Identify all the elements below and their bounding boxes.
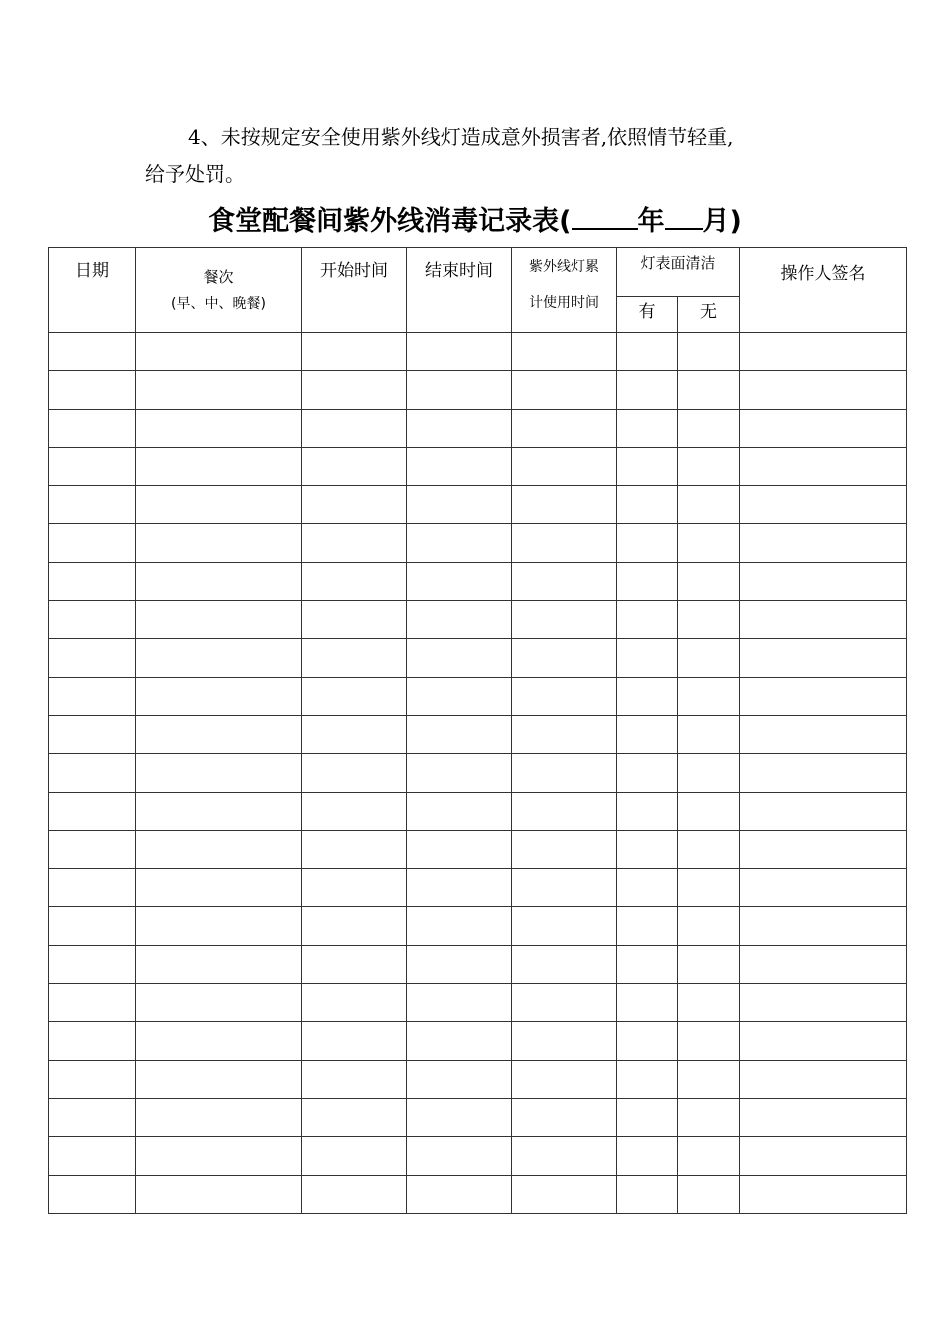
clean-yes-cell[interactable]	[617, 562, 678, 600]
uv-usage-cell[interactable]	[512, 907, 617, 945]
start-time-cell[interactable]	[302, 333, 407, 371]
uv-usage-cell[interactable]	[512, 677, 617, 715]
uv-usage-cell[interactable]	[512, 830, 617, 868]
table-row	[49, 830, 907, 868]
signature-cell[interactable]	[740, 1022, 907, 1060]
signature-cell[interactable]	[740, 409, 907, 447]
clean-yes-cell[interactable]	[617, 1060, 678, 1098]
table-row	[49, 333, 907, 371]
start-time-cell[interactable]	[302, 907, 407, 945]
date-cell[interactable]	[49, 1137, 136, 1175]
meal-cell[interactable]	[136, 945, 302, 983]
title-prefix: 食堂配餐间紫外线消毒记录表(	[208, 206, 572, 237]
clean-yes-cell[interactable]	[617, 677, 678, 715]
uv-usage-cell[interactable]	[512, 562, 617, 600]
end-time-cell[interactable]	[407, 984, 512, 1022]
month-blank	[665, 202, 703, 230]
start-time-cell[interactable]	[302, 830, 407, 868]
clean-yes-cell[interactable]	[617, 333, 678, 371]
meal-cell[interactable]	[136, 524, 302, 562]
clean-yes-cell[interactable]	[617, 984, 678, 1022]
table-row	[49, 639, 907, 677]
clean-no-cell[interactable]	[678, 754, 740, 792]
header-uv-line-1: 紫外线灯累	[529, 259, 599, 275]
end-time-cell[interactable]	[407, 1022, 512, 1060]
table-row	[49, 371, 907, 409]
table-row	[49, 984, 907, 1022]
clean-no-cell[interactable]	[678, 409, 740, 447]
clean-yes-cell[interactable]	[617, 601, 678, 639]
start-time-cell[interactable]	[302, 524, 407, 562]
end-time-cell[interactable]	[407, 830, 512, 868]
end-time-cell[interactable]	[407, 907, 512, 945]
date-cell[interactable]	[49, 601, 136, 639]
table-row	[49, 524, 907, 562]
start-time-cell[interactable]	[302, 677, 407, 715]
end-time-cell[interactable]	[407, 1098, 512, 1136]
meal-cell[interactable]	[136, 830, 302, 868]
signature-cell[interactable]	[740, 562, 907, 600]
clean-no-cell[interactable]	[678, 486, 740, 524]
clean-yes-cell[interactable]	[617, 830, 678, 868]
clean-no-cell[interactable]	[678, 1137, 740, 1175]
end-time-cell[interactable]	[407, 524, 512, 562]
signature-cell[interactable]	[740, 792, 907, 830]
end-time-cell[interactable]	[407, 333, 512, 371]
table-row	[49, 754, 907, 792]
meal-cell[interactable]	[136, 639, 302, 677]
meal-cell[interactable]	[136, 984, 302, 1022]
start-time-cell[interactable]	[302, 1022, 407, 1060]
header-uv-usage	[512, 248, 617, 333]
start-time-cell[interactable]	[302, 371, 407, 409]
uv-usage-cell[interactable]	[512, 601, 617, 639]
header-lamp-clean: 灯表面清洁	[617, 248, 740, 297]
end-time-cell[interactable]	[407, 1060, 512, 1098]
clean-yes-cell[interactable]	[617, 486, 678, 524]
signature-cell[interactable]	[740, 715, 907, 753]
end-time-cell[interactable]	[407, 639, 512, 677]
end-time-cell[interactable]	[407, 447, 512, 485]
table-row	[49, 907, 907, 945]
date-cell[interactable]	[49, 639, 136, 677]
date-cell[interactable]	[49, 869, 136, 907]
end-time-cell[interactable]	[407, 562, 512, 600]
signature-cell[interactable]	[740, 1098, 907, 1136]
header-meal-label: 餐次	[203, 268, 234, 286]
title-month-label: 月)	[702, 206, 742, 237]
end-time-cell[interactable]	[407, 1137, 512, 1175]
date-cell[interactable]	[49, 907, 136, 945]
signature-cell[interactable]	[740, 754, 907, 792]
uv-usage-cell[interactable]	[512, 639, 617, 677]
start-time-cell[interactable]	[302, 486, 407, 524]
table-row	[49, 1098, 907, 1136]
meal-cell[interactable]	[136, 486, 302, 524]
note-line-1: 4、未按规定安全使用紫外线灯造成意外损害者,依照情节轻重,	[188, 125, 734, 149]
meal-cell[interactable]	[136, 792, 302, 830]
start-time-cell[interactable]	[302, 447, 407, 485]
start-time-cell[interactable]	[302, 1137, 407, 1175]
clean-yes-cell[interactable]	[617, 869, 678, 907]
meal-cell[interactable]	[136, 1022, 302, 1060]
uv-usage-cell[interactable]	[512, 447, 617, 485]
uv-usage-cell[interactable]	[512, 371, 617, 409]
meal-cell[interactable]	[136, 409, 302, 447]
header-meal-sub: (早、中、晚餐)	[171, 296, 266, 312]
date-cell[interactable]	[49, 371, 136, 409]
signature-cell[interactable]	[740, 639, 907, 677]
header-start-time: 开始时间	[302, 248, 407, 333]
form-title	[0, 200, 950, 244]
table-row	[49, 1137, 907, 1175]
date-cell[interactable]	[49, 754, 136, 792]
date-cell[interactable]	[49, 1098, 136, 1136]
date-cell[interactable]	[49, 333, 136, 371]
table-row	[49, 409, 907, 447]
meal-cell[interactable]	[136, 869, 302, 907]
date-cell[interactable]	[49, 486, 136, 524]
clean-yes-cell[interactable]	[617, 945, 678, 983]
start-time-cell[interactable]	[302, 945, 407, 983]
signature-cell[interactable]	[740, 524, 907, 562]
header-clean-yes: 有	[617, 297, 678, 333]
uv-usage-cell[interactable]	[512, 945, 617, 983]
header-meal	[136, 248, 302, 333]
clean-yes-cell[interactable]	[617, 754, 678, 792]
clean-yes-cell[interactable]	[617, 907, 678, 945]
table-row	[49, 1175, 907, 1213]
table-row	[49, 715, 907, 753]
start-time-cell[interactable]	[302, 869, 407, 907]
signature-cell[interactable]	[740, 830, 907, 868]
meal-cell[interactable]	[136, 1098, 302, 1136]
signature-cell[interactable]	[740, 447, 907, 485]
end-time-cell[interactable]	[407, 792, 512, 830]
date-cell[interactable]	[49, 984, 136, 1022]
uv-usage-cell[interactable]	[512, 754, 617, 792]
signature-cell[interactable]	[740, 869, 907, 907]
signature-cell[interactable]	[740, 486, 907, 524]
table-row	[49, 562, 907, 600]
meal-cell[interactable]	[136, 907, 302, 945]
signature-cell[interactable]	[740, 907, 907, 945]
date-cell[interactable]	[49, 677, 136, 715]
signature-cell[interactable]	[740, 984, 907, 1022]
table-row	[49, 1022, 907, 1060]
clean-no-cell[interactable]	[678, 601, 740, 639]
meal-cell[interactable]	[136, 677, 302, 715]
clean-yes-cell[interactable]	[617, 1175, 678, 1213]
header-clean-no: 无	[678, 297, 740, 333]
table-row	[49, 677, 907, 715]
clean-yes-cell[interactable]	[617, 792, 678, 830]
date-cell[interactable]	[49, 409, 136, 447]
start-time-cell[interactable]	[302, 1060, 407, 1098]
table-row	[49, 945, 907, 983]
start-time-cell[interactable]	[302, 562, 407, 600]
signature-cell[interactable]	[740, 371, 907, 409]
uv-usage-cell[interactable]	[512, 409, 617, 447]
header-date: 日期	[49, 248, 136, 333]
clean-yes-cell[interactable]	[617, 371, 678, 409]
meal-cell[interactable]	[136, 1060, 302, 1098]
table-row	[49, 1060, 907, 1098]
clean-no-cell[interactable]	[678, 562, 740, 600]
date-cell[interactable]	[49, 945, 136, 983]
meal-cell[interactable]	[136, 562, 302, 600]
clean-no-cell[interactable]	[678, 1022, 740, 1060]
uv-usage-cell[interactable]	[512, 1175, 617, 1213]
start-time-cell[interactable]	[302, 1175, 407, 1213]
meal-cell[interactable]	[136, 371, 302, 409]
uv-usage-cell[interactable]	[512, 486, 617, 524]
clean-yes-cell[interactable]	[617, 447, 678, 485]
date-cell[interactable]	[49, 562, 136, 600]
clean-yes-cell[interactable]	[617, 715, 678, 753]
meal-cell[interactable]	[136, 715, 302, 753]
clean-no-cell[interactable]	[678, 715, 740, 753]
end-time-cell[interactable]	[407, 754, 512, 792]
end-time-cell[interactable]	[407, 715, 512, 753]
table-row	[49, 601, 907, 639]
start-time-cell[interactable]	[302, 601, 407, 639]
title-year-label: 年	[637, 206, 665, 237]
table-row	[49, 447, 907, 485]
date-cell[interactable]	[49, 1175, 136, 1213]
uv-usage-cell[interactable]	[512, 1098, 617, 1136]
end-time-cell[interactable]	[407, 601, 512, 639]
date-cell[interactable]	[49, 715, 136, 753]
header-uv-line-2: 计使用时间	[529, 295, 599, 311]
signature-cell[interactable]	[740, 1060, 907, 1098]
uv-usage-cell[interactable]	[512, 792, 617, 830]
clean-no-cell[interactable]	[678, 639, 740, 677]
start-time-cell[interactable]	[302, 792, 407, 830]
uv-usage-cell[interactable]	[512, 984, 617, 1022]
date-cell[interactable]	[49, 792, 136, 830]
date-cell[interactable]	[49, 1022, 136, 1060]
meal-cell[interactable]	[136, 333, 302, 371]
clean-yes-cell[interactable]	[617, 524, 678, 562]
signature-cell[interactable]	[740, 1137, 907, 1175]
clean-no-cell[interactable]	[678, 792, 740, 830]
uv-usage-cell[interactable]	[512, 333, 617, 371]
uv-usage-cell[interactable]	[512, 715, 617, 753]
end-time-cell[interactable]	[407, 677, 512, 715]
meal-cell[interactable]	[136, 754, 302, 792]
signature-cell[interactable]	[740, 945, 907, 983]
end-time-cell[interactable]	[407, 371, 512, 409]
year-blank	[572, 202, 638, 230]
start-time-cell[interactable]	[302, 984, 407, 1022]
start-time-cell[interactable]	[302, 1098, 407, 1136]
date-cell[interactable]	[49, 447, 136, 485]
clean-no-cell[interactable]	[678, 1060, 740, 1098]
end-time-cell[interactable]	[407, 869, 512, 907]
uv-usage-cell[interactable]	[512, 869, 617, 907]
clean-no-cell[interactable]	[678, 371, 740, 409]
table-row	[49, 486, 907, 524]
meal-cell[interactable]	[136, 447, 302, 485]
clean-no-cell[interactable]	[678, 869, 740, 907]
clean-no-cell[interactable]	[678, 333, 740, 371]
clean-yes-cell[interactable]	[617, 639, 678, 677]
disinfection-record-table	[48, 247, 907, 1214]
clean-no-cell[interactable]	[678, 945, 740, 983]
end-time-cell[interactable]	[407, 409, 512, 447]
uv-usage-cell[interactable]	[512, 1060, 617, 1098]
uv-usage-cell[interactable]	[512, 1137, 617, 1175]
meal-cell[interactable]	[136, 1175, 302, 1213]
signature-cell[interactable]	[740, 1175, 907, 1213]
clean-no-cell[interactable]	[678, 830, 740, 868]
uv-usage-cell[interactable]	[512, 524, 617, 562]
meal-cell[interactable]	[136, 1137, 302, 1175]
header-end-time: 结束时间	[407, 248, 512, 333]
uv-usage-cell[interactable]	[512, 1022, 617, 1060]
start-time-cell[interactable]	[302, 409, 407, 447]
date-cell[interactable]	[49, 1060, 136, 1098]
header-operator-signature: 操作人签名	[740, 248, 907, 333]
start-time-cell[interactable]	[302, 754, 407, 792]
signature-cell[interactable]	[740, 601, 907, 639]
start-time-cell[interactable]	[302, 715, 407, 753]
note-line-2: 给予处罚。	[145, 162, 245, 186]
clean-no-cell[interactable]	[678, 984, 740, 1022]
signature-cell[interactable]	[740, 333, 907, 371]
clean-yes-cell[interactable]	[617, 1137, 678, 1175]
clean-no-cell[interactable]	[678, 677, 740, 715]
signature-cell[interactable]	[740, 677, 907, 715]
clean-no-cell[interactable]	[678, 1098, 740, 1136]
clean-no-cell[interactable]	[678, 1175, 740, 1213]
meal-cell[interactable]	[136, 601, 302, 639]
table-row	[49, 792, 907, 830]
date-cell[interactable]	[49, 830, 136, 868]
clean-yes-cell[interactable]	[617, 409, 678, 447]
end-time-cell[interactable]	[407, 1175, 512, 1213]
end-time-cell[interactable]	[407, 486, 512, 524]
clean-no-cell[interactable]	[678, 447, 740, 485]
table-row	[49, 869, 907, 907]
clean-no-cell[interactable]	[678, 907, 740, 945]
clean-no-cell[interactable]	[678, 524, 740, 562]
start-time-cell[interactable]	[302, 639, 407, 677]
clean-yes-cell[interactable]	[617, 1022, 678, 1060]
end-time-cell[interactable]	[407, 945, 512, 983]
record-rows	[49, 333, 907, 1214]
clean-yes-cell[interactable]	[617, 1098, 678, 1136]
penalty-note	[145, 119, 845, 193]
date-cell[interactable]	[49, 524, 136, 562]
